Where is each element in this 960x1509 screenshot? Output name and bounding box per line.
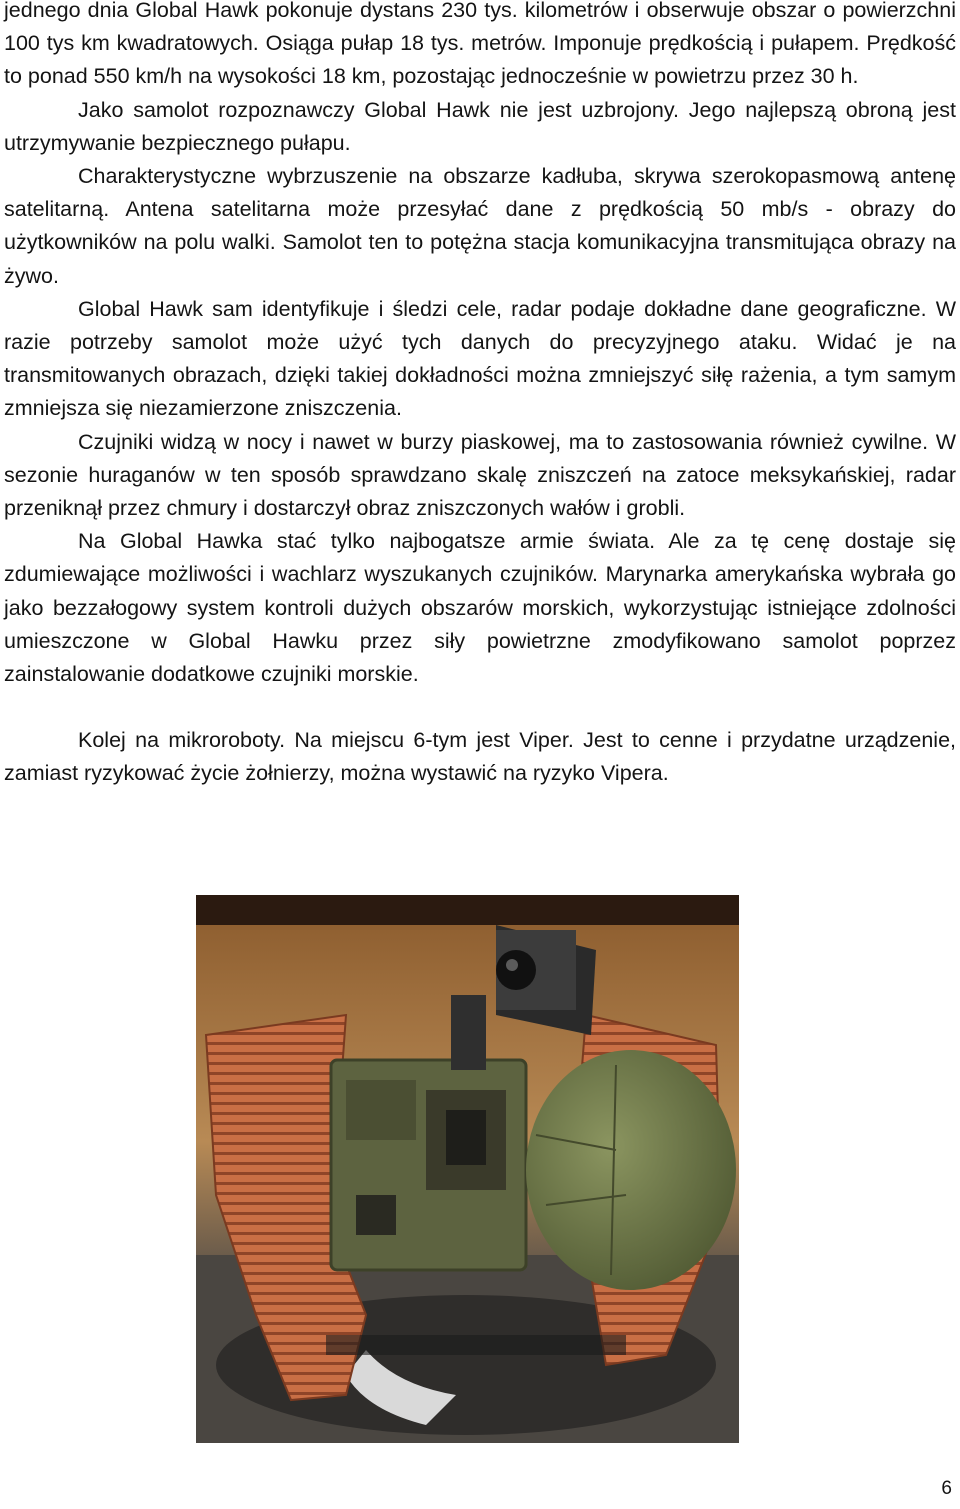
paragraph-viper: Kolej na mikroroboty. Na miejscu 6-tym jest Viper. Jest to cenne i przydatne urządzenie, zamiast ryzykować życie żołnierzy, można wystawić na ryzyko Vipera. — [4, 728, 956, 786]
page-number: 6 — [941, 1478, 952, 1499]
paragraph-satellite-antenna: Charakterystyczne wybrzuszenie na obszarze kadłuba, skrywa szerokopasmową antenę satelitarną. Antena satelitarna może przesyłać dane z prędkością 50 mb/s - obrazy do użytkowników na polu walki. Samolot ten to potężna stacja komunikacyjna transmitująca obrazy na żywo. — [4, 164, 956, 288]
paragraph-global-hawk-range: jednego dnia Global Hawk pokonuje dystans 230 tys. kilometrów i obserwuje obszar o powierzchni 100 tys km kwadratowych. Osiąga pułap 18 tys. metrów. Imponuje prędkością i pułapem. Prędkość to ponad 550 km/h na wysokości 18 km, pozostając jednocześnie w powietrzu przez 30 h. — [4, 0, 956, 89]
viper-robot-photo — [196, 895, 739, 1443]
paragraph-reconnaissance: Jako samolot rozpoznawczy Global Hawk nie jest uzbrojony. Jego najlepszą obroną jest utrzymywanie bezpiecznego pułapu. — [4, 97, 956, 155]
paragraph-navy: Na Global Hawka stać tylko najbogatsze armie świata. Ale za tę cenę dostaje się zdumiewające możliwości i wachlarz wyszukanych czujników. Marynarka amerykańska wybrała go jako bezzałogowy system kontroli dużych obszarów morskich, wykorzystując istniejące zdolności umieszczone w Global Hawku przez siły powietrzne zmodyfikowano samolot poprzez zainstalowanie dodatkowe czujniki morskie. — [4, 529, 956, 687]
body-text — [4, 0, 956, 791]
paragraph-radar: Global Hawk sam identyfikuje i śledzi cele, radar podaje dokładne dane geograficzne. W razie potrzeby samolot może użyć tych danych do precyzyjnego ataku. Widać je na transmitowanych obrazach, dzięki takiej dokładności można zmniejszyć siłę rażenia, a tym samym zmniejsza się niezamierzone zniszczenia. — [4, 296, 956, 421]
paragraph-sensors: Czujniki widzą w nocy i nawet w burzy piaskowej, ma to zastosowania również cywilne. W sezonie huraganów w ten sposób sprawdzano skalę zniszczeń na zatoce meksykańskiej, radar przeniknął przez chmury i dostarczył obraz zniszczonych wałów i grobli. — [4, 429, 956, 521]
